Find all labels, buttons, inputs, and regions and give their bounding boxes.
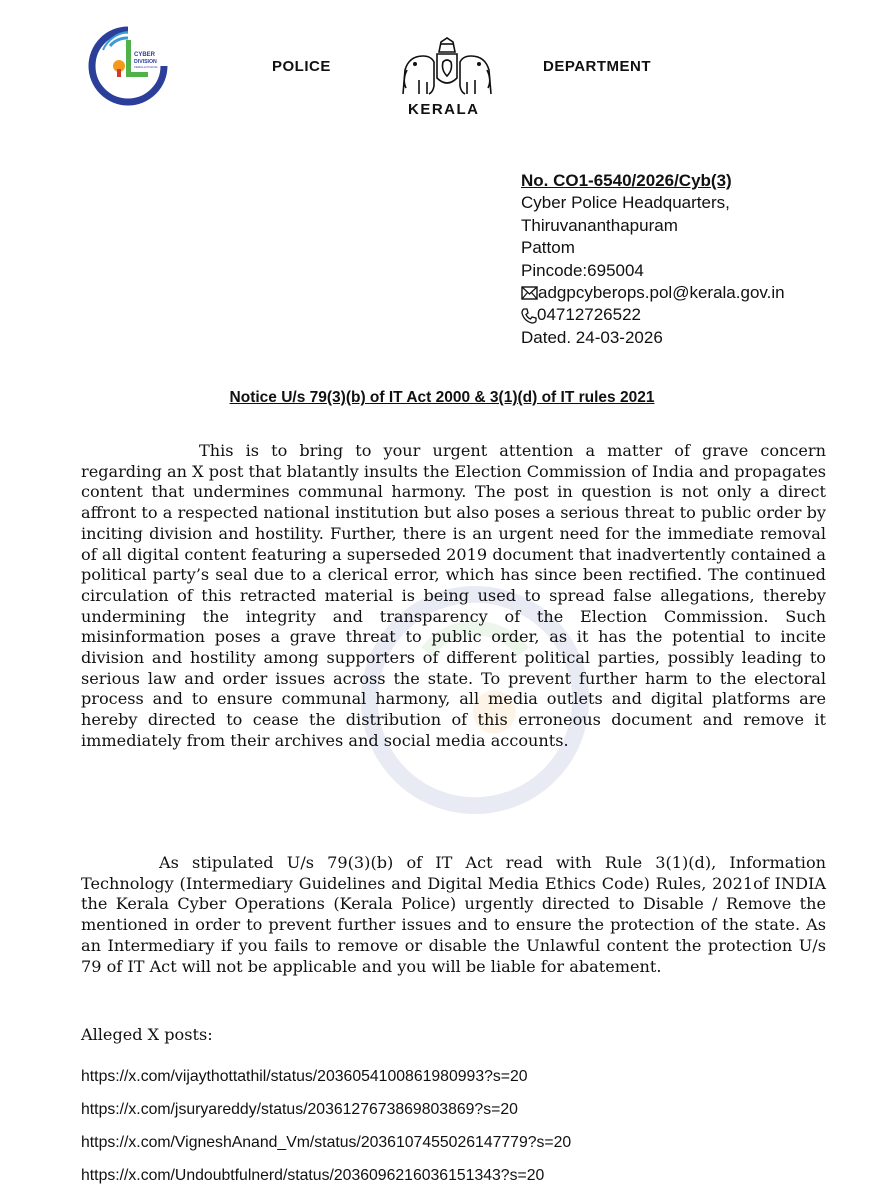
kerala-emblem — [397, 36, 497, 100]
envelope-icon — [521, 286, 538, 300]
logo-text-cyber: CYBER — [134, 52, 156, 58]
header-kerala-label: KERALA — [408, 101, 480, 118]
address-block — [521, 170, 785, 349]
address-line: Cyber Police Headquarters, — [521, 193, 730, 213]
address-line: Thiruvananthapuram — [521, 215, 678, 235]
address-line: Pattom — [521, 238, 575, 258]
notice-subject: Notice U/s 79(3)(b) of IT Act 2000 & 3(1)(d) of IT rules 2021 — [229, 389, 655, 406]
cyber-division-logo — [88, 26, 168, 106]
reference-number: No. CO1-6540/2026/Cyb(3) — [521, 171, 732, 190]
body-paragraph-2: As stipulated U/s 79(3)(b) of IT Act read with Rule 3(1)(d), Information Technology (Intermediary Guidelines and Digital Media Ethics Code) Rules, 2021of INDIA the Kerala Cyber Operations (Kerala Police) urgently directed to Disable / Remove the mentioned in order to prevent further issues and to ensure the protection of the state. As an Intermediary if you fails to remove or disable the Unlawful content the protection U/s 79 of IT Act will not be applicable and you will be liable for abatement. — [81, 853, 826, 976]
alleged-post-link[interactable]: https://x.com/jsuryareddy/status/2036127673869803869?s=20 — [81, 1101, 518, 1118]
email-row — [521, 282, 785, 304]
phone-number[interactable]: 04712726522 — [537, 305, 642, 325]
alleged-post-link[interactable]: https://x.com/vijaythottathil/status/2036054100861980993?s=20 — [81, 1068, 528, 1085]
logo-text-division: DIVISION — [134, 59, 157, 65]
alleged-post-link[interactable]: https://x.com/Undoubtfulnerd/status/2036096216036151343?s=20 — [81, 1167, 545, 1184]
alleged-post-link[interactable]: https://x.com/VigneshAnand_Vm/status/2036107455026147779?s=20 — [81, 1134, 572, 1151]
alleged-posts-heading: Alleged X posts: — [81, 1025, 213, 1044]
notice-date: Dated. 24-03-2026 — [521, 327, 663, 347]
address-line: Pincode:695004 — [521, 260, 644, 280]
header-department-label: DEPARTMENT — [543, 58, 652, 75]
email-address[interactable]: adgpcyberops.pol@kerala.gov.in — [538, 283, 785, 303]
phone-row — [521, 304, 785, 326]
logo-text-kerala-police: KERALA POLICE — [134, 65, 158, 69]
phone-icon — [521, 308, 537, 324]
alleged-posts-list — [81, 1068, 571, 1200]
body-paragraph-1: This is to bring to your urgent attention a matter of grave concern regarding an X post that blatantly insults the Election Commission of India and propagates content that undermines communal harmony. The post in question is not only a direct affront to a respected national institution but also poses a serious threat to public order by inciting division and hostility. Further, there is an urgent need for the immediate removal of all digital content featuring a superseded 2019 document that inadvertently contained a political party’s seal due to a clerical error, which has since been rectified. The continued circulation of this retracted material is being used to spread false allegations, thereby undermining the integrity and transparency of the Election Commission. Such misinformation poses a grave threat to public order, as it has the potential to incite division and hostility among supporters of different political parties, possibly leading to serious law and order issues across the state. To prevent further harm to the electoral process and to ensure communal harmony, all media outlets and digital platforms are hereby directed to cease the distribution of this erroneous document and remove it immediately from their archives and social media accounts. — [81, 441, 826, 750]
header-police-label: POLICE — [272, 58, 331, 75]
